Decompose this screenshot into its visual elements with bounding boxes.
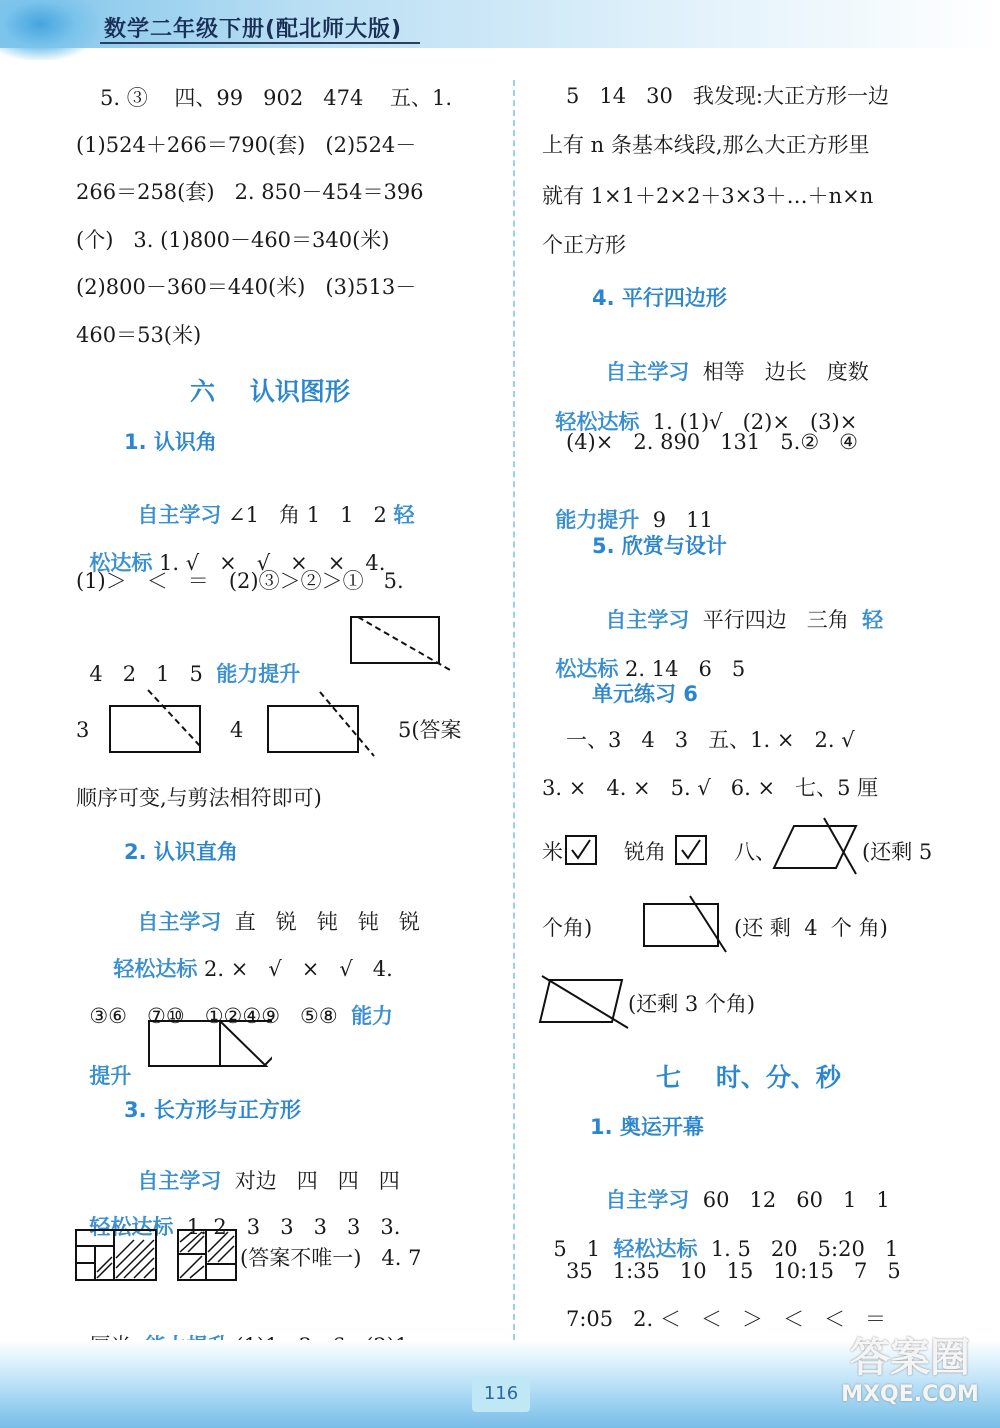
hatching — [180, 1256, 204, 1278]
label-ability: 能力 — [351, 1004, 394, 1028]
answer-text: 对边 四 四 四 — [221, 1169, 400, 1193]
answer-line: 35 1:35 10 15 10:15 7 5 — [566, 1259, 901, 1283]
subsection-title: 4. 平行四边形 — [592, 286, 727, 310]
answer-line: 460＝53(米) — [76, 323, 202, 347]
label-ability: 能力提升 — [555, 508, 640, 532]
label-self-study: 自主学习 — [137, 503, 222, 527]
rectangle-shape — [110, 706, 200, 752]
answer-line: 一、3 4 3 五、1. × 2. √ — [566, 728, 855, 752]
figure-label: 4 — [230, 718, 244, 742]
answer-text: 5(答案 — [398, 718, 462, 742]
box — [566, 836, 596, 864]
page-number: 116 — [472, 1376, 530, 1412]
label-self-study: 自主学习 — [137, 910, 222, 934]
subsection-title: 2. 认识直角 — [124, 840, 238, 864]
box — [676, 836, 706, 864]
label-easy-target: 轻松达标 — [89, 1215, 174, 1239]
label-easy-target: 轻松达标 — [113, 957, 198, 981]
rect-trapezoid-figure — [146, 1018, 272, 1072]
answer-text: 平行四边 三角 — [689, 608, 863, 632]
answer-text: 60 12 60 1 1 — [689, 1188, 890, 1212]
answer-text: 米 — [542, 840, 563, 864]
check-mark — [572, 840, 590, 858]
answer-text: 2. 14 6 5 — [618, 657, 746, 681]
answer-line: (2)800－360＝440(米) (3)513－ — [76, 275, 417, 299]
subsection-title: 1. 认识角 — [124, 430, 217, 454]
answer-line: 5. ③ 四、99 902 474 五、1. — [100, 86, 453, 110]
subsection-title: 1. 奥运开幕 — [590, 1115, 704, 1139]
check-mark — [682, 840, 700, 858]
watermark-text: 答案圈 — [850, 1335, 970, 1381]
cut-line — [542, 976, 628, 1028]
answer-line — [592, 578, 883, 634]
label-self-study: 自主学习 — [137, 1169, 222, 1193]
label-self-study: 自主学习 — [605, 1188, 690, 1212]
answer-line: (1)＞ ＜ ＝ (2)③＞②＞① 5. — [76, 569, 404, 593]
answer-line — [592, 330, 869, 386]
figure-label: 3 — [76, 718, 90, 742]
answer-line: 5 14 30 我发现:大正方形一边 — [566, 84, 889, 108]
answer-line: 266＝258(套) 2. 850－454＝396 — [76, 180, 424, 204]
answer-line: 就有 1×1＋2×2＋3×3＋…＋n×n — [542, 184, 874, 208]
watermark-logo — [825, 1336, 995, 1422]
parallelogram-cut-figure — [536, 970, 632, 1032]
answer-text: 4 2 1 5 — [89, 662, 217, 686]
checked-box-figure — [564, 834, 598, 866]
grid-square-figure — [74, 1228, 158, 1282]
subsection-title: 3. 长方形与正方形 — [124, 1098, 301, 1122]
answer-line: (1)524＋266＝790(套) (2)524－ — [76, 133, 417, 157]
label-fragment: 轻 — [393, 503, 415, 527]
answer-text: 直 锐 钝 钝 锐 — [221, 910, 420, 934]
answer-line — [76, 632, 300, 688]
label-self-study: 自主学习 — [605, 360, 690, 384]
answer-line: (个) 3. (1)800－460＝340(米) — [76, 228, 390, 252]
answer-line — [542, 478, 713, 534]
label-self-study: 自主学习 — [605, 608, 690, 632]
section-title: 六 认识图形 — [190, 377, 350, 406]
grid-square-figure — [176, 1228, 240, 1282]
answer-line: 上有 n 条基本线段,那么大正方形里 — [542, 133, 870, 157]
subsection-title: 单元练习 6 — [592, 682, 698, 706]
answer-line: 个正方形 — [542, 233, 626, 257]
answer-text: 1. √ × √ × × 4. — [152, 551, 386, 575]
answer-line: (4)× 2. 890 131 5.② ④ — [566, 430, 859, 454]
label-easy-target: 轻松达标 — [555, 410, 640, 434]
answer-line: 7:05 2. ＜ ＜ ＞ ＜ ＜ ＝ — [566, 1307, 887, 1331]
rectangle-cut-figure — [262, 690, 382, 760]
answer-text: 1. 5 20 5:20 1 — [697, 1237, 899, 1261]
answer-text: (还剩 5 — [862, 840, 933, 864]
column-divider — [513, 80, 515, 1340]
answer-text: 八、 — [734, 840, 776, 864]
answer-text: (还剩 3 个角) — [628, 992, 756, 1016]
answer-text: ③⑥ ⑦⑩ ①②④⑨ ⑤⑧ — [89, 1004, 352, 1028]
label-ability: 能力提升 — [216, 662, 301, 686]
label-easy-target: 松达标 — [89, 551, 153, 575]
answer-text: 2. × √ × √ 4. — [197, 957, 393, 981]
label-fragment: 轻 — [862, 608, 884, 632]
hatching — [97, 1257, 112, 1278]
rectangle-shape — [351, 617, 439, 663]
rectangle-shape — [268, 706, 358, 752]
subsection-title: 5. 欣赏与设计 — [592, 534, 727, 558]
cut-line — [320, 692, 374, 756]
section-title: 七 时、分、秒 — [656, 1063, 841, 1092]
parallelogram-shape — [774, 826, 856, 868]
answer-line: 3. × 4. × 5. √ 6. × 七、5 厘 — [542, 776, 879, 800]
label-ability: 提升 — [89, 1064, 132, 1088]
answer-text: 5 1 — [553, 1237, 614, 1261]
answer-line — [592, 1158, 890, 1214]
hatching — [116, 1240, 154, 1278]
header-title: 数学二年级下册(配北师大版) — [104, 17, 403, 42]
answer-line — [542, 627, 745, 683]
answer-text: (还 剩 4 个 角) — [734, 916, 888, 940]
label-easy-target: 松达标 — [555, 657, 619, 681]
checked-box-figure — [674, 834, 708, 866]
header-underline — [100, 42, 420, 44]
answer-text: 1. 2 3 3 3 3 3. — [173, 1215, 401, 1239]
rectangle-shape — [644, 904, 718, 946]
answer-text: 锐角 — [624, 840, 666, 864]
header-decoration — [0, 0, 100, 60]
answer-text: ∠1 角 1 1 2 — [221, 503, 394, 527]
parallelogram-shape — [540, 980, 622, 1022]
answer-text: 相等 边长 度数 — [689, 360, 869, 384]
outline-shape — [149, 1021, 272, 1066]
watermark-url: MXQE.COM — [841, 1382, 979, 1407]
rectangle-cut-figure — [346, 612, 456, 674]
label-easy-target: 轻松达标 — [613, 1237, 698, 1261]
answer-text: (答案不唯一) 4. 7 — [240, 1246, 422, 1270]
rectangle-cut-figure — [640, 894, 730, 954]
cut-line — [148, 690, 200, 746]
answer-line — [76, 1034, 131, 1090]
answer-line — [540, 1207, 898, 1263]
outline-shape — [149, 1021, 266, 1066]
answer-text: 1. (1)√ (2)× (3)× — [639, 410, 858, 434]
parallelogram-cut-figure — [770, 816, 862, 876]
answer-line: 顺序可变,与剪法相符即可) — [76, 786, 322, 810]
answer-text: 9 11 — [639, 508, 713, 532]
rectangle-cut-figure — [104, 688, 214, 760]
answer-text: 个角) — [542, 916, 593, 940]
outer-rect — [76, 1230, 156, 1280]
